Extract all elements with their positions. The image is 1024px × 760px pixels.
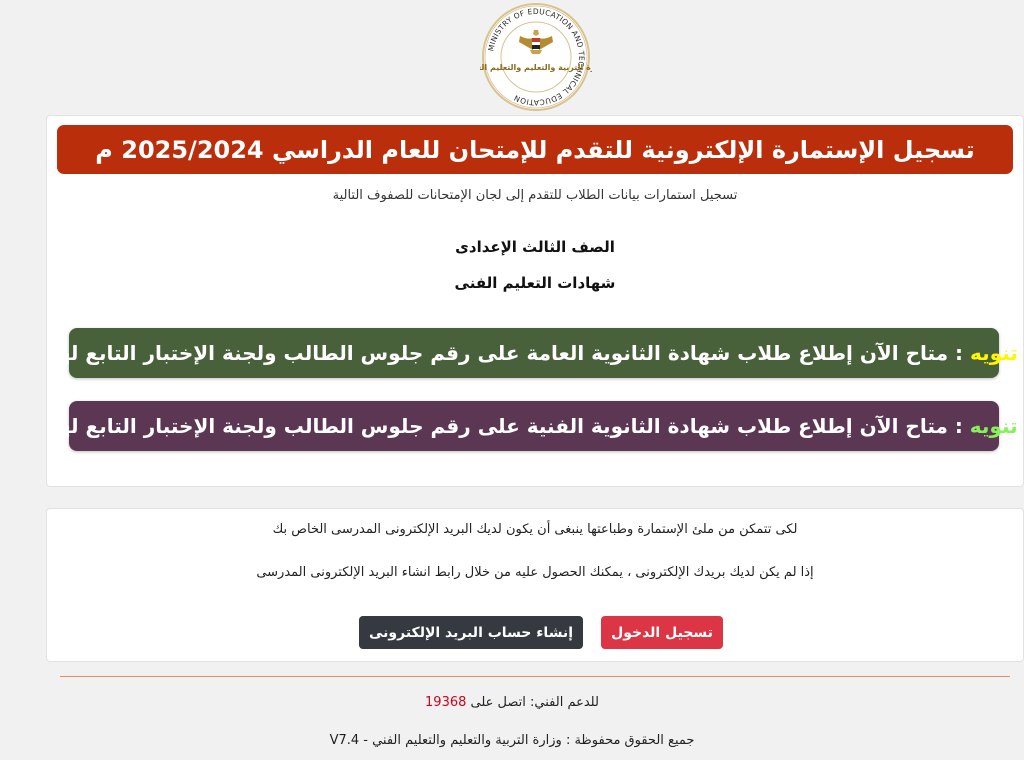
- copyright-text: جميع الحقوق محفوظة : وزارة التربية والتعليم والتعليم الفني - V7.4: [329, 733, 695, 748]
- grade-item: شهادات التعليم الفنى: [454, 274, 616, 292]
- ministry-logo: [480, 2, 592, 112]
- page-title: تسجيل الإستمارة الإلكترونية للتقدم للإمتحان للعام الدراسي 2025/2024 م: [95, 135, 975, 164]
- notice-technical-secondary: [50, 401, 1018, 451]
- login-card: [46, 508, 1024, 662]
- notice-general-secondary: [50, 328, 1018, 378]
- email-create-hint-text: إذا لم يكن لديك بريدك الإلكترونى ، يمكنك الحصول عليه من خلال رابط انشاء البريد الإلكترونى المدرسى: [256, 565, 814, 580]
- exam-registration-card: [46, 115, 1024, 487]
- support-label: للدعم الفني: اتصل على: [466, 695, 599, 710]
- logo-center-text: ة التربية والتعليم والتعليم ال: [481, 63, 591, 72]
- notice-tag: تنويه: [969, 414, 1018, 438]
- login-button[interactable]: تسجيل الدخول: [601, 616, 723, 649]
- support-phone: 19368: [425, 695, 467, 710]
- grade-item: الصف الثالث الإعدادى: [455, 238, 615, 256]
- notice-text: : متاح الآن إطلاع طلاب شهادة الثانوية العامة على رقم جلوس الطالب ولجنة الإختبار التابع لها: [50, 341, 971, 365]
- logo-ring-text: MINISTRY OF EDUCATION AND TECHNICAL EDUCATION: [486, 6, 587, 108]
- email-requirement-text: لكى تتمكن من ملئ الإستمارة وطباعتها ينبغى أن يكون لديك البريد الإلكترونى المدرسى الخاص بك: [272, 522, 798, 537]
- ministry-seal-icon: [480, 2, 592, 112]
- footer-divider: [60, 676, 1010, 677]
- create-email-account-button[interactable]: إنشاء حساب البريد الإلكترونى: [359, 616, 583, 649]
- support-line: [0, 695, 1024, 710]
- notice-tag: تنويه: [970, 341, 1018, 365]
- page-title-bar: [57, 125, 1013, 174]
- notice-text: : متاح الآن إطلاع طلاب شهادة الثانوية الفنية على رقم جلوس الطالب ولجنة الإختبار التابع لها: [50, 414, 970, 438]
- page-subtitle: تسجيل استمارات بيانات الطلاب للتقدم إلى لجان الإمتحانات للصفوف التالية: [332, 188, 738, 203]
